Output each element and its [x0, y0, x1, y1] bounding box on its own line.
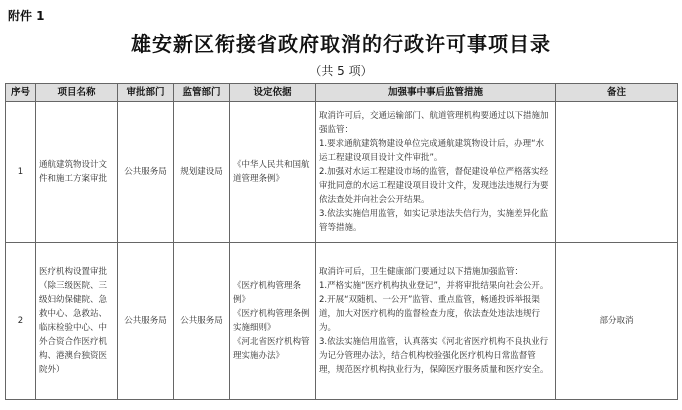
row-number: 2: [6, 243, 36, 400]
header-supervision-dept: 监管部门: [174, 84, 230, 102]
table-header-row: [6, 84, 678, 102]
note: 部分取消: [556, 243, 678, 400]
header-num: 序号: [6, 84, 36, 102]
table-row: [6, 102, 678, 243]
basis-line: 《河北省医疗机构管理实施办法》: [233, 337, 310, 361]
basis-line: 《医疗机构管理条例实施细则》: [233, 309, 310, 333]
header-measures: 加强事中事后监管措施: [316, 84, 556, 102]
header-notes: 备注: [556, 84, 678, 102]
approval-dept: 公共服务局: [118, 243, 174, 400]
attachment-label: 附件 1: [8, 9, 45, 23]
catalog-table: [5, 83, 678, 400]
document-title: 雄安新区衔接省政府取消的行政许可事项目录: [131, 32, 551, 56]
measure-line: 取消许可后，交通运输部门、航道管理机构要通过以下措施加强监管：: [319, 111, 549, 135]
measure-line: 3.依法实施信用监管，认真落实《河北省医疗机构不良执业行为记分管理办法》，结合机构校验强化医疗机构日常监督管理，规范医疗机构执业行为，保障医疗服务质量和医疗安全。: [319, 337, 549, 375]
basis-line: 《医疗机构管理条例》: [233, 281, 302, 305]
table-row: [6, 243, 678, 400]
legal-basis: [230, 243, 316, 400]
item-name: 医疗机构设置审批（除三级医院、三级妇幼保健院、急救中心、急救站、临床检验中心、中外合资合作医疗机构、港澳台独资医院外）: [36, 243, 118, 400]
measures: [316, 102, 556, 243]
row-number: 1: [6, 102, 36, 243]
measures: [316, 243, 556, 400]
measure-line: 取消许可后，卫生健康部门要通过以下措施加强监管：: [319, 267, 524, 277]
supervision-dept: 公共服务局: [174, 243, 230, 400]
legal-basis: [230, 102, 316, 243]
header-legal-basis: 设定依据: [230, 84, 316, 102]
measure-line: 3.依法实施信用监管，如实记录违法失信行为，实施差异化监管等措施。: [319, 209, 549, 233]
supervision-dept: 规划建设局: [174, 102, 230, 243]
header-approval-dept: 审批部门: [118, 84, 174, 102]
measure-line: 2.加强对水运工程建设市场的监管，督促建设单位严格落实经审批同意的水运工程建设项目设计文件，发现违法违规行为要依法查处并向社会公开结果。: [319, 167, 549, 205]
basis-line: 《中华人民共和国航道管理条例》: [233, 160, 310, 184]
header-name: 项目名称: [36, 84, 118, 102]
measure-line: 1.严格实施“医疗机构执业登记”，并将审批结果向社会公开。: [319, 281, 549, 291]
measure-line: 2.开展“双随机、一公开”监管、重点监管，畅通投诉举报渠道，加大对医疗机构的监督检查力度，依法查处违法违规行为。: [319, 295, 541, 333]
item-count: （共 5 项）: [309, 64, 373, 78]
approval-dept: 公共服务局: [118, 102, 174, 243]
note: [556, 102, 678, 243]
measure-line: 1.要求通航建筑物建设单位完成通航建筑物设计后，办理“水运工程建设项目设计文件审批”。: [319, 139, 545, 163]
item-name: 通航建筑物设计文件和施工方案审批: [36, 102, 118, 243]
